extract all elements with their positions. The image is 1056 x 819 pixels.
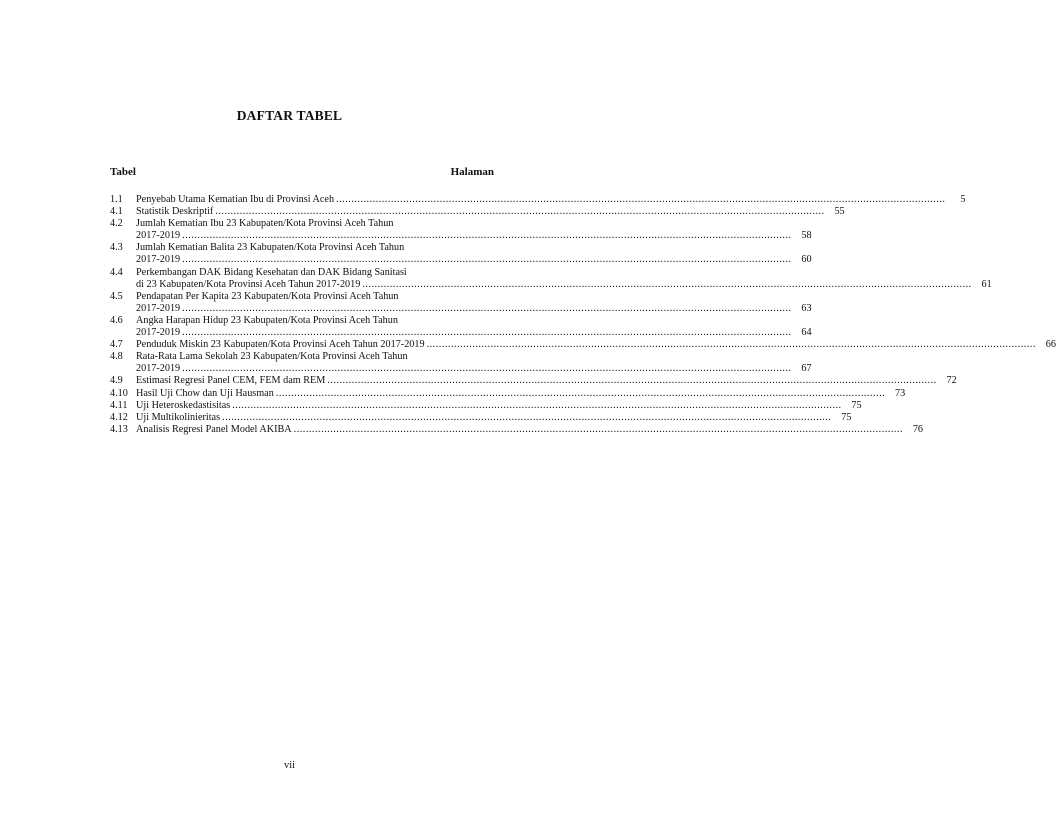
toc-entry-page: 66	[1045, 339, 1056, 351]
toc-entry	[110, 206, 845, 218]
toc-entry-page: 72	[946, 375, 957, 387]
toc-entry	[110, 399, 862, 412]
dot-leader: ........................................................................................................................................................................................................	[336, 194, 946, 205]
toc-entry-title: 2017-2019	[136, 254, 181, 266]
toc-entry	[110, 351, 812, 375]
toc-entry-page: 75	[851, 399, 862, 411]
toc-entry-number: 4.5	[110, 290, 123, 302]
toc-entry-number: 4.3	[110, 242, 123, 254]
toc-entry-page: 75	[841, 411, 852, 423]
toc-entry-number: 1.1	[110, 194, 123, 205]
dot-leader: ........................................................................................................................................................................................................	[182, 363, 792, 375]
dot-leader: ........................................................................................................................................................................................................	[182, 254, 792, 266]
toc-entry-page: 73	[895, 387, 906, 399]
table-of-contents	[110, 194, 1056, 436]
toc-entry-number: 4.12	[110, 411, 128, 423]
toc-entry-title: Angka Harapan Hidup 23 Kabupaten/Kota Provinsi Aceh Tahun	[136, 314, 398, 326]
toc-entry-number: 4.8	[110, 351, 123, 363]
dot-leader: ........................................................................................................................................................................................................	[293, 423, 904, 435]
toc-entry-title: 2017-2019	[136, 363, 181, 375]
toc-entry-number: 4.6	[110, 314, 123, 326]
dot-leader: ........................................................................................................................................................................................................	[362, 278, 972, 290]
toc-entry-title: Statistik Deskriptif	[136, 206, 214, 218]
toc-entry-title: Penyebab Utama Kematian Ibu di Provinsi Aceh	[136, 194, 335, 205]
toc-entry-title: Uji Multikolinieritas	[136, 411, 221, 423]
toc-entry-title: 2017-2019	[136, 302, 181, 314]
toc-entry-title: Pendapatan Per Kapita 23 Kabupaten/Kota Provinsi Aceh Tahun	[136, 290, 399, 302]
toc-entry-page: 61	[981, 278, 992, 290]
toc-entry-number: 4.2	[110, 218, 123, 230]
toc-entry-page: 76	[912, 423, 924, 435]
toc-entry-number: 4.9	[110, 375, 123, 387]
dot-leader: ........................................................................................................................................................................................................	[232, 399, 842, 411]
dot-leader: ........................................................................................................................................................................................................	[182, 230, 792, 242]
toc-entry-page: 55	[834, 206, 845, 218]
toc-entry	[110, 194, 966, 206]
header-halaman-label: Halaman	[450, 166, 494, 178]
toc-entry-number: 4.4	[110, 266, 123, 278]
toc-entry-title: Jumlah Kematian Ibu 23 Kabupaten/Kota Provinsi Aceh Tahun	[136, 218, 394, 230]
toc-entry-title: Perkembangan DAK Bidang Kesehatan dan DAK Bidang Sanitasi	[136, 266, 407, 278]
toc-entry	[110, 218, 812, 242]
dot-leader: ........................................................................................................................................................................................................	[275, 387, 886, 399]
toc-entry-page: 64	[801, 327, 812, 339]
toc-entry	[110, 314, 812, 339]
toc-entry	[110, 242, 812, 266]
toc-entry-page: 60	[801, 254, 812, 266]
toc-entry-page: 67	[801, 363, 812, 375]
page-title: DAFTAR TABEL	[236, 108, 343, 123]
toc-entry-page: 5	[960, 194, 966, 205]
toc-entry-title: 2017-2019	[136, 327, 181, 339]
toc-entry-number: 4.13	[110, 423, 128, 435]
toc-entry-page: 63	[801, 302, 812, 314]
dot-leader: ........................................................................................................................................................................................................	[215, 206, 825, 218]
toc-entry	[110, 339, 1056, 351]
toc-entry	[110, 423, 924, 436]
toc-entry-title: Estimasi Regresi Panel CEM, FEM dam REM	[136, 375, 326, 387]
toc-entry-title: 2017-2019	[136, 230, 181, 242]
header-tabel-label: Tabel	[110, 166, 136, 178]
dot-leader: ........................................................................................................................................................................................................	[327, 375, 937, 387]
toc-entry-number: 4.1	[110, 206, 123, 218]
toc-entry-title: Jumlah Kematian Balita 23 Kabupaten/Kota Provinsi Aceh Tahun	[136, 242, 405, 254]
page-number: vii	[283, 760, 296, 771]
toc-entry-title: di 23 Kabupaten/Kota Provinsi Aceh Tahun 2017-2019	[136, 278, 361, 290]
toc-entry-title: Uji Heteroskedastisitas	[136, 399, 231, 411]
toc-entry-number: 4.11	[110, 399, 128, 411]
toc-entry-number: 4.7	[110, 339, 123, 351]
dot-leader: ........................................................................................................................................................................................................	[222, 411, 832, 423]
toc-entry	[110, 375, 957, 387]
toc-entry	[110, 266, 992, 291]
toc-entry	[110, 290, 812, 315]
toc-entry-number: 4.10	[110, 387, 128, 399]
toc-entry-title: Rata-Rata Lama Sekolah 23 Kabupaten/Kota Provinsi Aceh Tahun	[136, 351, 408, 363]
toc-entry-title: Hasil Uji Chow dan Uji Hausman	[136, 387, 274, 399]
toc-entry	[110, 411, 852, 424]
dot-leader: ........................................................................................................................................................................................................	[182, 302, 792, 314]
table-header	[110, 166, 494, 178]
dot-leader: ........................................................................................................................................................................................................	[182, 327, 792, 339]
toc-entry-page: 58	[801, 230, 812, 242]
dot-leader: ........................................................................................................................................................................................................	[426, 339, 1036, 351]
toc-entry	[110, 387, 906, 400]
toc-entry-title: Analisis Regresi Panel Model AKIBA	[136, 423, 292, 435]
toc-entry-title: Penduduk Miskin 23 Kabupaten/Kota Provinsi Aceh Tahun 2017-2019	[136, 339, 425, 351]
